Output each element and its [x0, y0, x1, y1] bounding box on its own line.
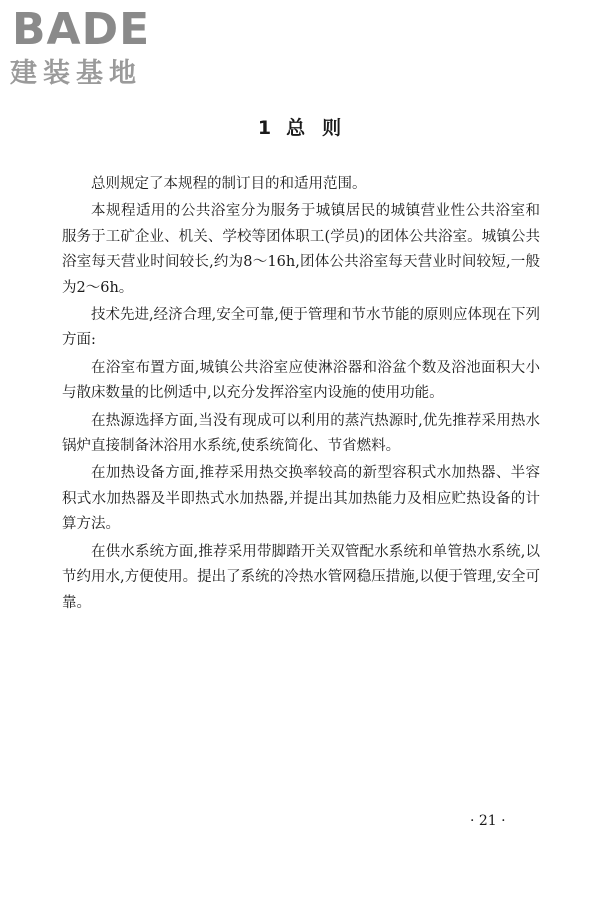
paragraph: 在加热设备方面,推荐采用热交换率较高的新型容积式水加热器、半容积式水加热器及半即热式水加热器,并提出其加热能力及相应贮热设备的计算方法。 [62, 465, 540, 533]
paragraph: 技术先进,经济合理,安全可靠,便于管理和节水节能的原则应体现在下列方面: [62, 307, 540, 349]
chapter-title [0, 114, 600, 142]
watermark-logo [8, 4, 178, 94]
paragraph: 在供水系统方面,推荐采用带脚踏开关双管配水系统和单管热水系统,以节约用水,方便使用。提出了系统的冷热水管网稳压措施,以便于管理,安全可靠。 [62, 543, 540, 611]
chapter-title-part2: 则 [322, 117, 343, 139]
body-text [62, 172, 540, 618]
paragraph: 在浴室布置方面,城镇公共浴室应使淋浴器和浴盆个数及浴池面积大小与散床数量的比例适中,以充分发挥浴室内设施的使用功能。 [62, 359, 540, 402]
chapter-title-part1: 总 [286, 117, 307, 139]
watermark-subtitle: 建装基地 [10, 58, 142, 89]
paragraph: 总则规定了本规程的制订目的和适用范围。 [91, 176, 367, 192]
chapter-number: 1 [257, 117, 273, 139]
paragraph: 在热源选择方面,当没有现成可以利用的蒸汽热源时,优先推荐采用热水锅炉直接制备沐浴用水系统,使系统简化、节省燃料。 [62, 412, 540, 455]
page-number: · 21 · [470, 813, 506, 829]
paragraph: 本规程适用的公共浴室分为服务于城镇居民的城镇营业性公共浴室和服务于工矿企业、机关、学校等团体职工(学员)的团体公共浴室。城镇公共浴室每天营业时间较长,约为8～16h,团体公共浴室每天营业时间较短,一般为2～6h。 [62, 203, 540, 296]
watermark-brand: BADE [12, 4, 151, 55]
